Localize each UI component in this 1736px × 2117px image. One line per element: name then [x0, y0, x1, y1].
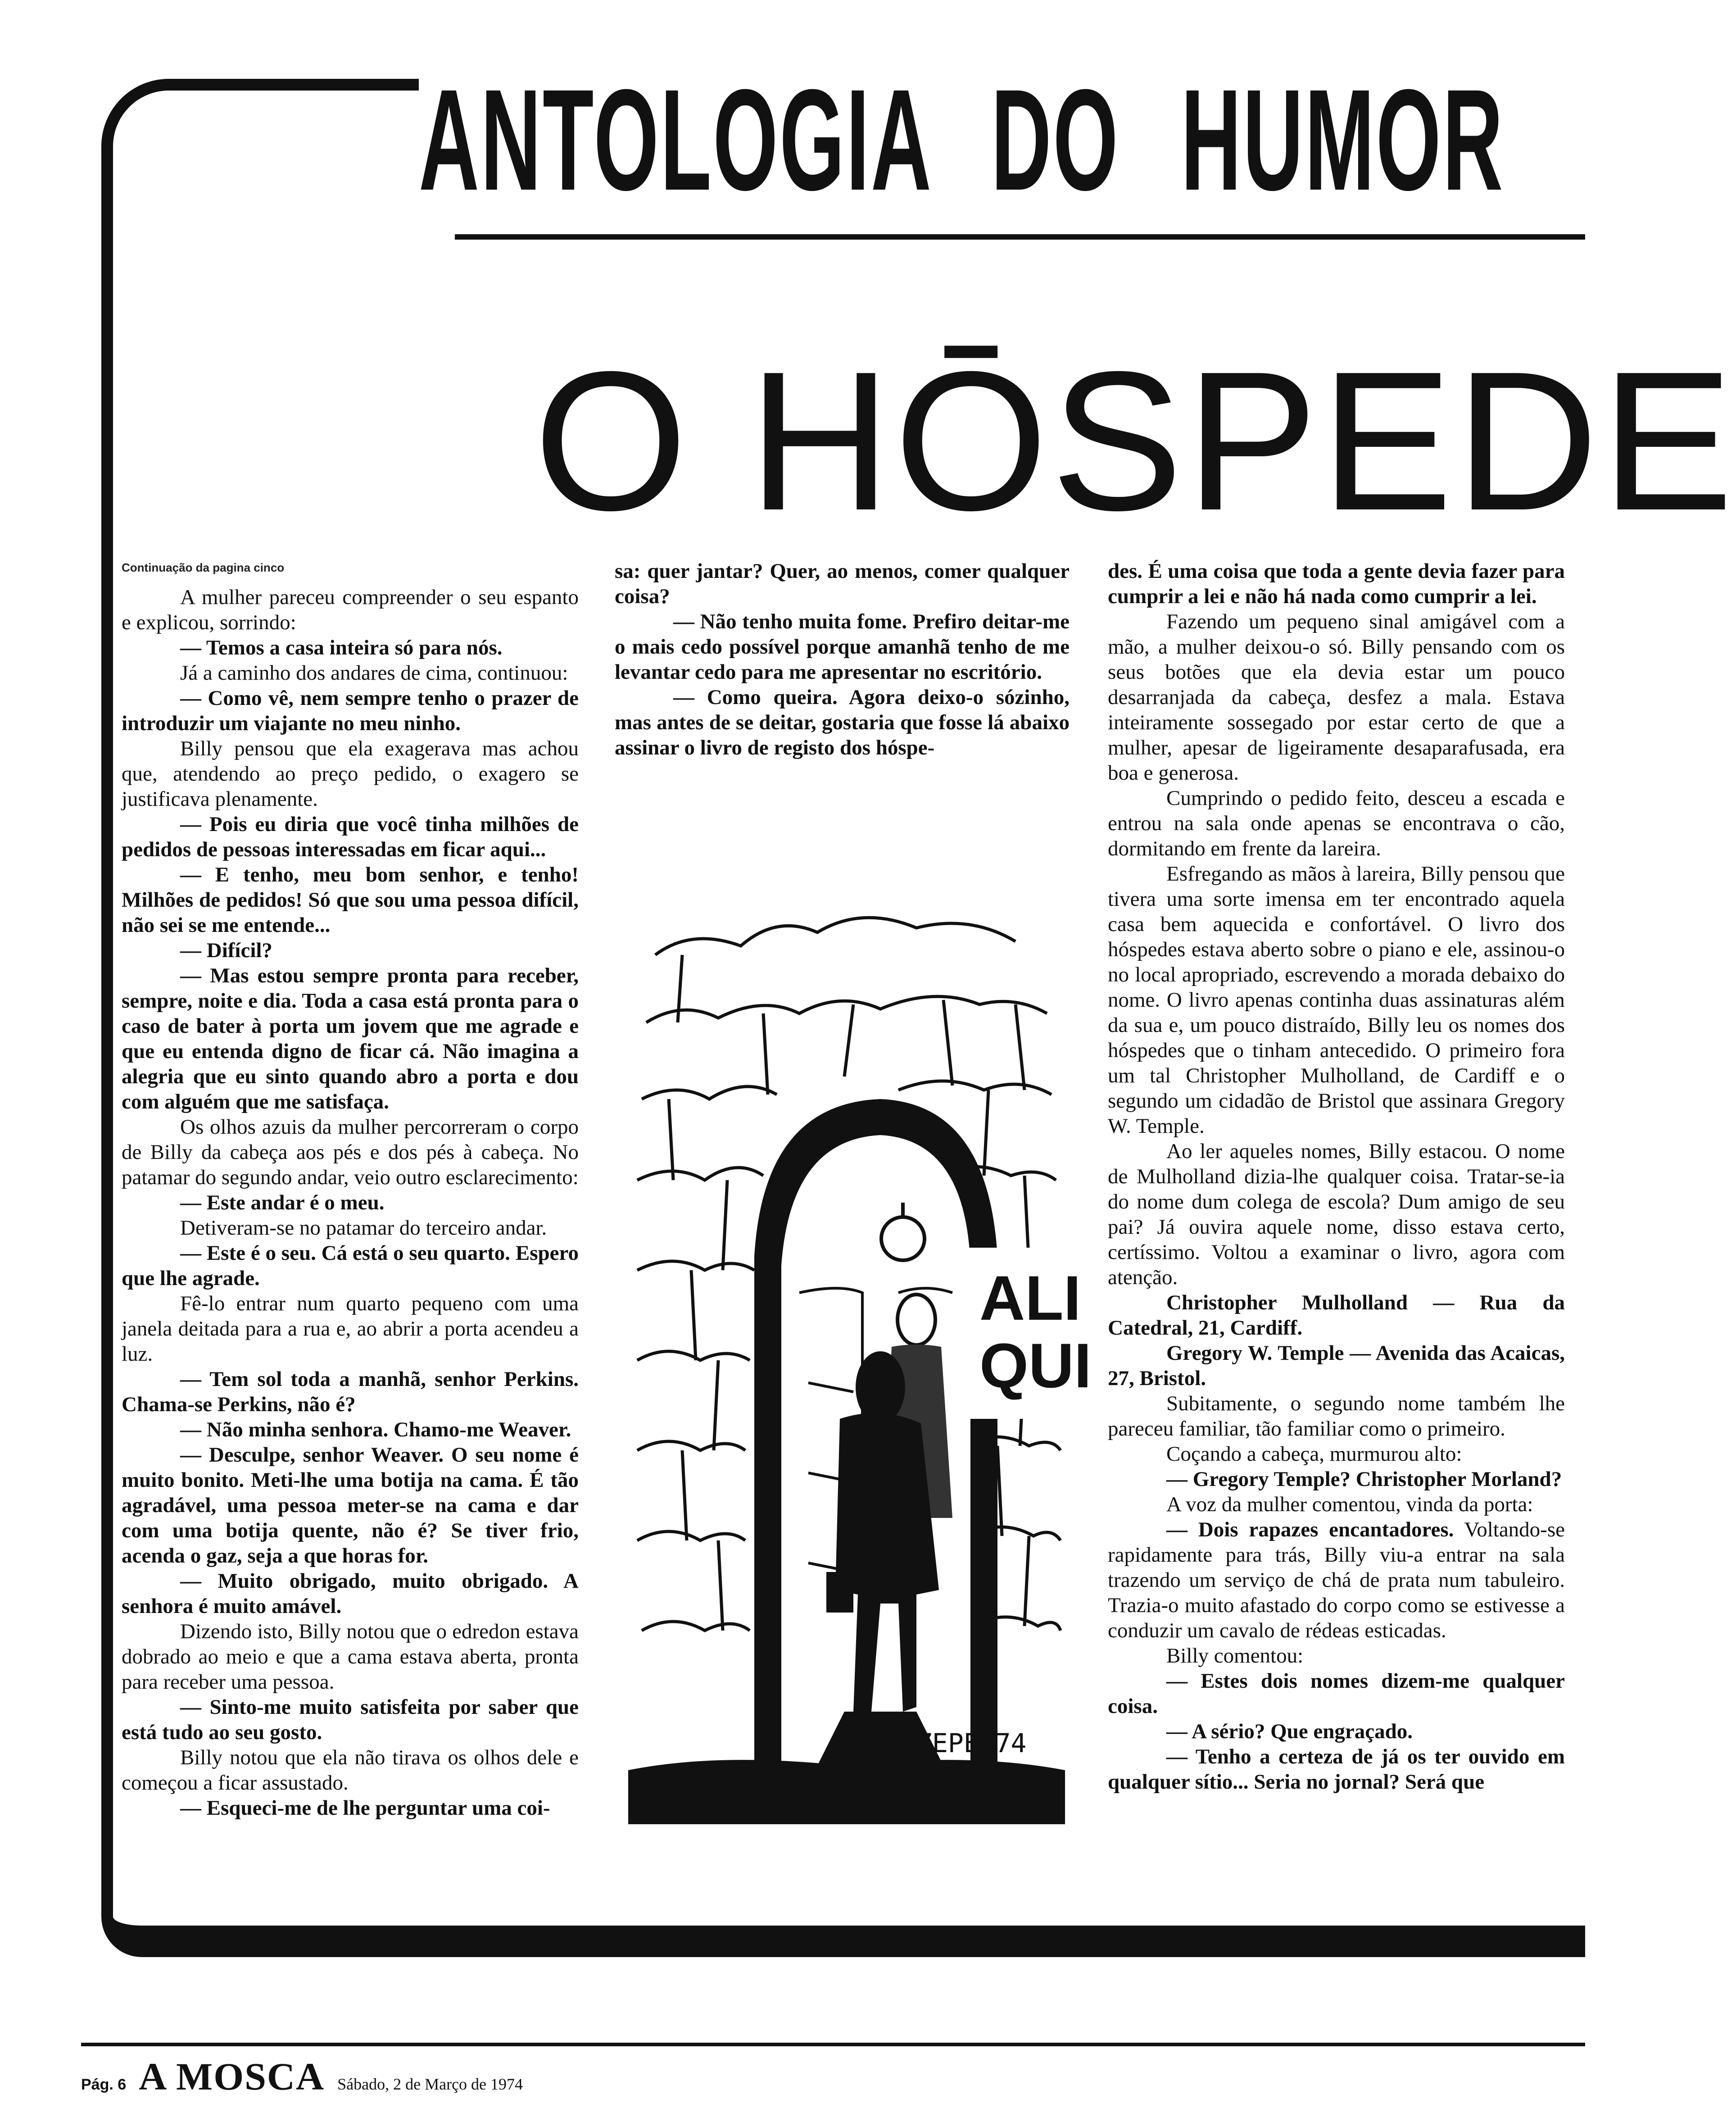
article-paragraph: Dizendo isto, Billy notou que o edredon estava dobrado ao meio e que a cama estava aberta, pronta para receber uma pessoa. — [122, 1620, 579, 1694]
article-column-1 — [122, 585, 579, 1821]
article-paragraph: — Tenho a certeza de já os ter ouvido em qualquer sítio... Seria no jornal? Será que — [1108, 1745, 1565, 1794]
article-paragraph: — Como queira. Agora deixo-o sózinho, mas antes de se deitar, gostaria que fosse lá abaixo assinar o livro de registo dos hóspe- — [615, 686, 1070, 759]
article-paragraph: — A sério? Que engraçado. — [1166, 1720, 1413, 1743]
article-paragraph: sa: quer jantar? Quer, ao menos, comer qualquer coisa? — [615, 559, 1070, 608]
article-paragraph: des. É uma coisa que toda a gente devia fazer para cumprir a lei e não há nada como cumprir a lei. — [1108, 559, 1565, 608]
article-paragraph: — Temos a casa inteira só para nós. — [180, 636, 503, 659]
article-paragraph: — Esqueci-me de lhe perguntar uma coi- — [180, 1796, 550, 1820]
article-paragraph: Christopher Mulholland — Rua da Catedral, 21, Cardiff. — [1108, 1291, 1565, 1340]
article-paragraph: Coçando a cabeça, murmurou alto: — [1166, 1442, 1462, 1466]
article-paragraph: Ao ler aqueles nomes, Billy estacou. O nome de Mulholland dizia-lhe qualquer coisa. Tratar-se-ia do nome dum colega de escola? Dum amigo de seu pai? Já ouvira aquele nome, disso estava certo, certíssimo. Voltou a examinar o livro, agora com atenção. — [1108, 1140, 1565, 1289]
article-paragraph: Já a caminho dos andares de cima, continuou: — [180, 661, 568, 685]
page-footer — [81, 2054, 523, 2099]
continuation-note: Continuação da pagina cinco — [122, 561, 285, 574]
illustration-signature: ZEPE 74 — [916, 1728, 1027, 1758]
title-rule — [455, 234, 1585, 240]
article-paragraph — [1108, 1517, 1565, 1643]
footer-rule — [81, 2043, 1585, 2046]
article-paragraph: — Como vê, nem sempre tenho o prazer de introduzir um viajante no meu ninho. — [122, 686, 579, 735]
article-paragraph: Fê-lo entrar num quarto pequeno com uma janela deitada para a rua e, ao abrir a porta acendeu a luz. — [122, 1292, 579, 1366]
article-paragraph: — Muito obrigado, muito obrigado. A senhora é muito amável. — [122, 1569, 579, 1618]
article-paragraph: — Estes dois nomes dizem-me qualquer coisa. — [1108, 1669, 1565, 1718]
sign-text-1: ALI — [979, 1263, 1081, 1333]
article-paragraph: — Tem sol toda a manhã, senhor Perkins. Chama-se Perkins, não é? — [122, 1367, 579, 1416]
article-paragraph: — Não tenho muita fome. Prefiro deitar-me o mais cedo possível porque amanhã tenho de me levantar cedo para me apresentar no escritório. — [615, 610, 1070, 684]
article-paragraph: Cumprindo o pedido feito, desceu a escada e entrou na sala onde apenas se encontrava o cão, dormitando em frente da lareira. — [1108, 786, 1565, 860]
publication-logo: A MOSCA — [139, 2055, 325, 2098]
article-paragraph: — Difícil? — [180, 939, 272, 962]
section-title: ANTOLOGIA DO HUMOR — [419, 59, 1505, 220]
article-paragraph: Detiveram-se no patamar do terceiro andar. — [180, 1216, 547, 1240]
story-title: O HŌSPEDE — [534, 331, 1736, 552]
article-paragraph: Gregory W. Temple — Avenida das Acaicas, 27, Bristol. — [1108, 1341, 1565, 1390]
dialog-lead: — Dois rapazes encantadores. — [1166, 1518, 1454, 1541]
section-masthead — [419, 59, 1585, 220]
article-paragraph: — Este é o seu. Cá está o seu quarto. Espero que lhe agrade. — [122, 1241, 579, 1290]
article-paragraph: A mulher pareceu compreender o seu espanto e explicou, sorrindo: — [122, 586, 579, 634]
article-paragraph: Billy notou que ela não tirava os olhos dele e começou a ficar assustado. — [122, 1746, 579, 1794]
article-paragraph: Billy comentou: — [1166, 1644, 1304, 1667]
article-paragraph: — Pois eu diria que você tinha milhões de pedidos de pessoas interessadas em ficar aqui... — [122, 813, 579, 861]
article-paragraph: Billy pensou que ela exagerava mas achou que, atendendo ao preço pedido, o exagero se justificava plenamente. — [122, 737, 579, 811]
article-paragraph: A voz da mulher comentou, vinda da porta: — [1166, 1493, 1533, 1516]
article-paragraph: Subitamente, o segundo nome também lhe pareceu familiar, tão familiar como o primeiro. — [1108, 1392, 1565, 1440]
article-column-2 — [615, 559, 1070, 760]
article-paragraph: — E tenho, meu bom senhor, e tenho! Milhões de pedidos! Só que sou uma pessoa difícil, não sei se me entende... — [122, 863, 579, 937]
article-paragraph: — Gregory Temple? Christopher Morland? — [1166, 1467, 1562, 1491]
article-paragraph: Os olhos azuis da mulher percorreram o corpo de Billy da cabeça aos pés e dos pés à cabeça. No patamar do segundo andar, veio outro esclarecimento: — [122, 1115, 579, 1189]
article-column-3 — [1108, 559, 1565, 1794]
article-paragraph: — Este andar é o meu. — [180, 1191, 385, 1214]
article-paragraph: Fazendo um pequeno sinal amigável com a mão, a mulher deixou-o só. Billy pensando com os seus botões que ela devia estar um pouco desarranjada da cabeça, desfez a mala. Estava inteiramente sossegado por estar certo de que a mulher, apesar de ligeiramente desaparafusada, era boa e generosa. — [1108, 610, 1565, 785]
page-number: Pág. 6 — [81, 2076, 127, 2093]
issue-date: Sábado, 2 de Março de 1974 — [337, 2075, 523, 2093]
article-paragraph: — Sinto-me muito satisfeita por saber que está tudo ao seu gosto. — [122, 1695, 579, 1744]
sign-text-2: QUI — [979, 1330, 1092, 1401]
ink-illustration — [628, 887, 1092, 1824]
article-paragraph: — Não minha senhora. Chamo-me Weaver. — [180, 1418, 571, 1441]
paragraph-text: Voltando-se rapidamente para trás, Billy viu-a entrar na sala trazendo um serviço de chá de prata num tabuleiro. Trazia-o muito afastado do corpo como se estivesse a conduzir um cavalo de rédeas esticadas. — [1108, 1518, 1565, 1642]
article-paragraph: Esfregando as mãos à lareira, Billy pensou que tivera uma sorte imensa em ter encontrado aquela casa bem aquecida e confortável. O livro dos hóspedes estava aberto sobre o piano e ele, assinou-o no local apropriado, escrevendo a morada debaixo do nome. O livro apenas continha duas assinaturas além da sua e, um pouco distraído, Billy leu os nomes dos hóspedes que o tinham antecedido. O primeiro fora um tal Christopher Mulholland, de Cardiff e o segundo um cidadão de Bristol que assinara Gregory W. Temple. — [1108, 862, 1565, 1138]
article-paragraph: — Mas estou sempre pronta para receber, sempre, noite e dia. Toda a casa está pronta para o caso de bater à porta um jovem que me agrade e que eu entenda digno de ficar cá. Não imagina a alegria que eu sinto quando abro a porta e dou com alguém que me satisfaça. — [122, 964, 579, 1113]
article-paragraph: — Desculpe, senhor Weaver. O seu nome é muito bonito. Meti-lhe uma botija na cama. É tão agradável, uma pessoa meter-se na cama e dar com uma botija quente, não é? Se tiver frio, acenda o gaz, seja a que horas for. — [122, 1443, 579, 1567]
